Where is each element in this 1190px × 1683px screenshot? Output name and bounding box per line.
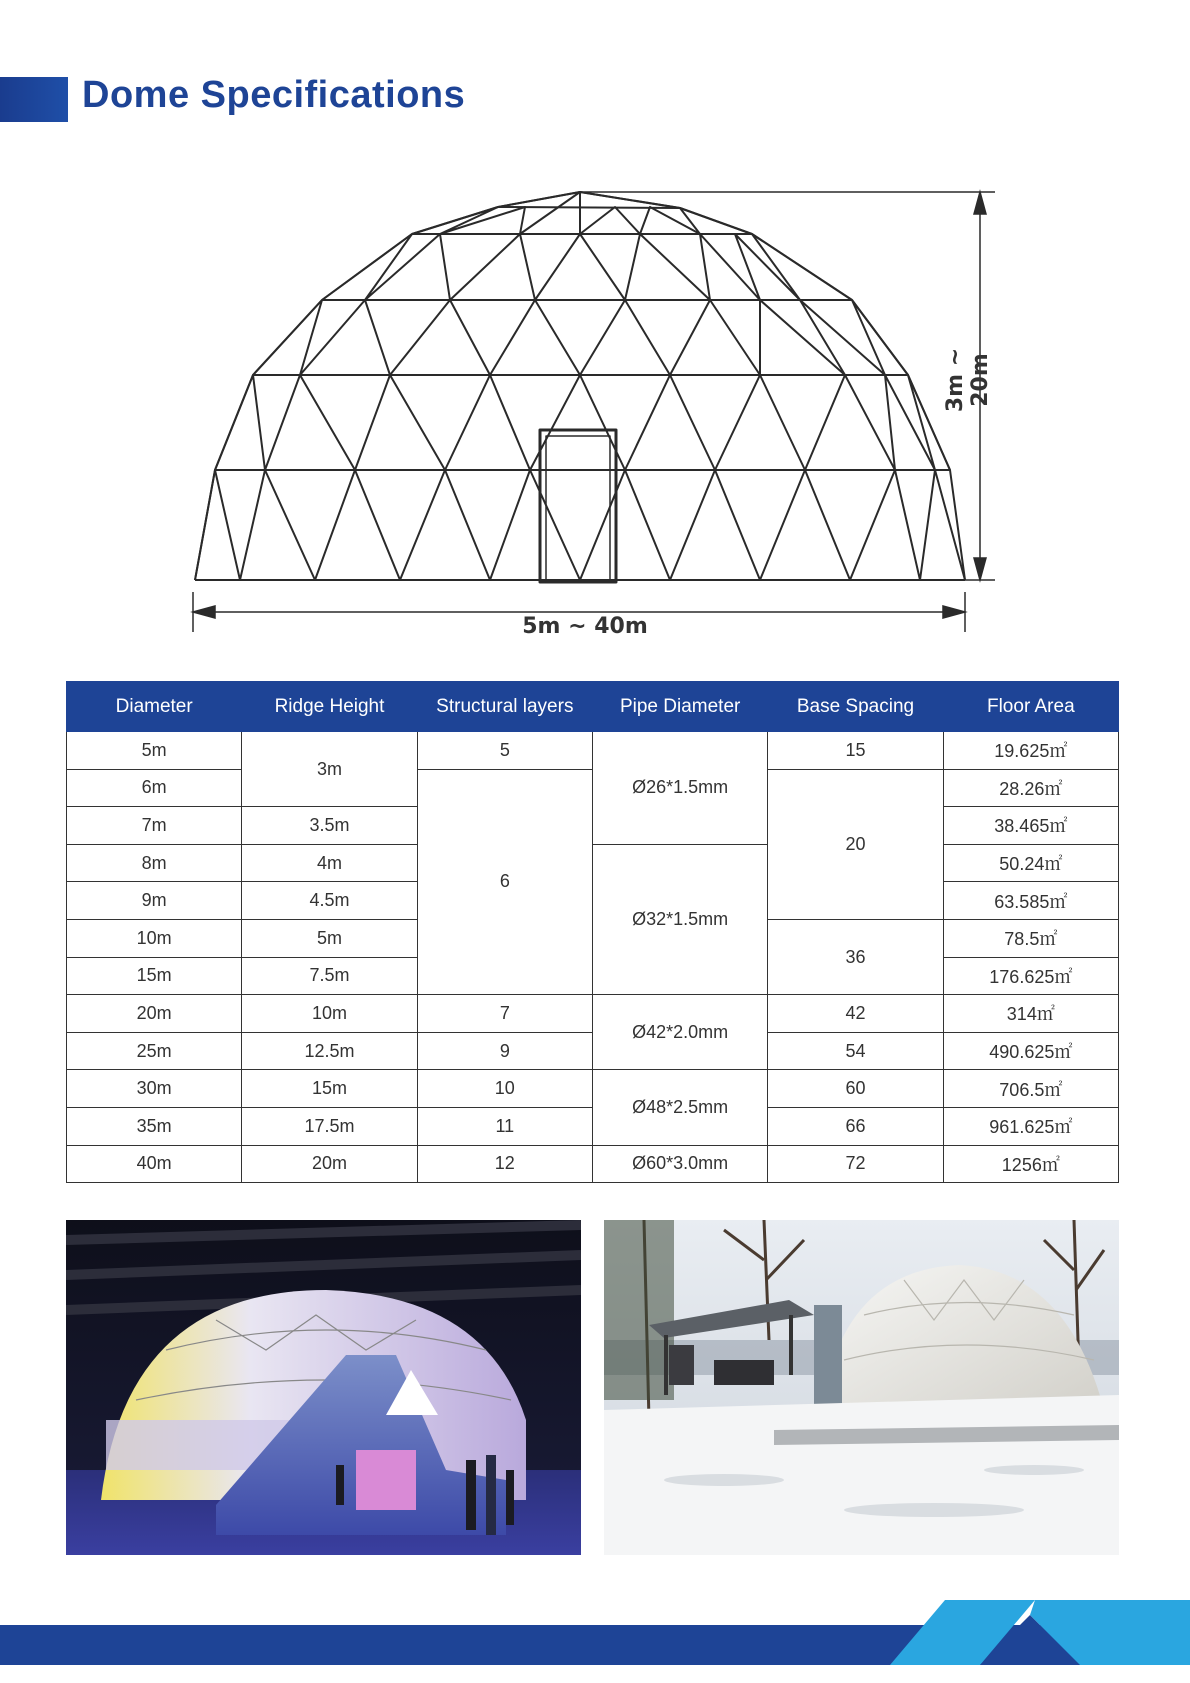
cell-base-spacing: 66 bbox=[768, 1107, 943, 1145]
cell-ridge-height: 5m bbox=[242, 919, 417, 957]
cell-ridge-height: 17.5m bbox=[242, 1107, 417, 1145]
cell-floor-area: 176.625㎡ bbox=[943, 957, 1118, 995]
header-diameter: Diameter bbox=[67, 682, 242, 732]
table-row bbox=[67, 732, 1119, 770]
cell-base-spacing: 15 bbox=[768, 732, 943, 770]
cell-floor-area: 1256㎡ bbox=[943, 1145, 1118, 1183]
cell-floor-area: 706.5㎡ bbox=[943, 1070, 1118, 1108]
page-title: Dome Specifications bbox=[82, 74, 466, 116]
cell-floor-area: 314㎡ bbox=[943, 995, 1118, 1033]
table-row bbox=[67, 995, 1119, 1033]
cell-floor-area: 490.625㎡ bbox=[943, 1032, 1118, 1070]
table-row bbox=[67, 1145, 1119, 1183]
cell-floor-area: 961.625㎡ bbox=[943, 1107, 1118, 1145]
cell-pipe-diameter: Ø60*3.0mm bbox=[592, 1145, 767, 1183]
cell-diameter: 25m bbox=[67, 1032, 242, 1070]
cell-ridge-height: 20m bbox=[242, 1145, 417, 1183]
cell-floor-area: 50.24㎡ bbox=[943, 844, 1118, 882]
height-range-label: 3m ~ 20m bbox=[943, 347, 993, 413]
header-floor-area: Floor Area bbox=[943, 682, 1118, 732]
cell-floor-area: 28.26㎡ bbox=[943, 769, 1118, 807]
cell-diameter: 9m bbox=[67, 882, 242, 920]
photo-exhibition-dome bbox=[66, 1220, 581, 1555]
cell-ridge-height: 4m bbox=[242, 844, 417, 882]
cell-diameter: 35m bbox=[67, 1107, 242, 1145]
cell-structural-layers: 10 bbox=[417, 1070, 592, 1108]
cell-structural-layers: 9 bbox=[417, 1032, 592, 1070]
cell-diameter: 10m bbox=[67, 919, 242, 957]
cell-pipe-diameter: Ø26*1.5mm bbox=[592, 732, 767, 845]
table-header-row bbox=[67, 682, 1119, 732]
cell-ridge-height: 12.5m bbox=[242, 1032, 417, 1070]
cell-ridge-height: 3m bbox=[242, 732, 417, 807]
cell-structural-layers: 5 bbox=[417, 732, 592, 770]
header-base-spacing: Base Spacing bbox=[768, 682, 943, 732]
cell-base-spacing: 42 bbox=[768, 995, 943, 1033]
table-row bbox=[67, 1070, 1119, 1108]
cell-pipe-diameter: Ø32*1.5mm bbox=[592, 844, 767, 994]
cell-structural-layers: 11 bbox=[417, 1107, 592, 1145]
cell-diameter: 30m bbox=[67, 1070, 242, 1108]
header-ridge-height: Ridge Height bbox=[242, 682, 417, 732]
cell-base-spacing: 60 bbox=[768, 1070, 943, 1108]
cell-diameter: 20m bbox=[67, 995, 242, 1033]
header-structural-layers: Structural layers bbox=[417, 682, 592, 732]
cell-diameter: 5m bbox=[67, 732, 242, 770]
specifications-table bbox=[66, 681, 1119, 1183]
cell-floor-area: 38.465㎡ bbox=[943, 807, 1118, 845]
cell-structural-layers: 6 bbox=[417, 769, 592, 995]
cell-ridge-height: 15m bbox=[242, 1070, 417, 1108]
cell-diameter: 6m bbox=[67, 769, 242, 807]
cell-base-spacing: 20 bbox=[768, 769, 943, 919]
cell-pipe-diameter: Ø48*2.5mm bbox=[592, 1070, 767, 1145]
cell-ridge-height: 10m bbox=[242, 995, 417, 1033]
table-row bbox=[67, 844, 1119, 882]
diameter-range-label: 5m ~ 40m bbox=[522, 614, 648, 639]
title-accent-bar bbox=[0, 77, 68, 122]
cell-pipe-diameter: Ø42*2.0mm bbox=[592, 995, 767, 1070]
cell-floor-area: 19.625㎡ bbox=[943, 732, 1118, 770]
cell-diameter: 8m bbox=[67, 844, 242, 882]
cell-floor-area: 63.585㎡ bbox=[943, 882, 1118, 920]
header-pipe-diameter: Pipe Diameter bbox=[592, 682, 767, 732]
cell-ridge-height: 4.5m bbox=[242, 882, 417, 920]
cell-diameter: 40m bbox=[67, 1145, 242, 1183]
dome-diagram bbox=[180, 180, 1020, 650]
cell-diameter: 7m bbox=[67, 807, 242, 845]
cell-structural-layers: 12 bbox=[417, 1145, 592, 1183]
cell-base-spacing: 54 bbox=[768, 1032, 943, 1070]
cell-diameter: 15m bbox=[67, 957, 242, 995]
cell-floor-area: 78.5㎡ bbox=[943, 919, 1118, 957]
footer-band bbox=[0, 1600, 1190, 1683]
cell-ridge-height: 7.5m bbox=[242, 957, 417, 995]
cell-base-spacing: 36 bbox=[768, 919, 943, 994]
cell-base-spacing: 72 bbox=[768, 1145, 943, 1183]
cell-ridge-height: 3.5m bbox=[242, 807, 417, 845]
photo-snow-dome bbox=[604, 1220, 1119, 1555]
cell-structural-layers: 7 bbox=[417, 995, 592, 1033]
